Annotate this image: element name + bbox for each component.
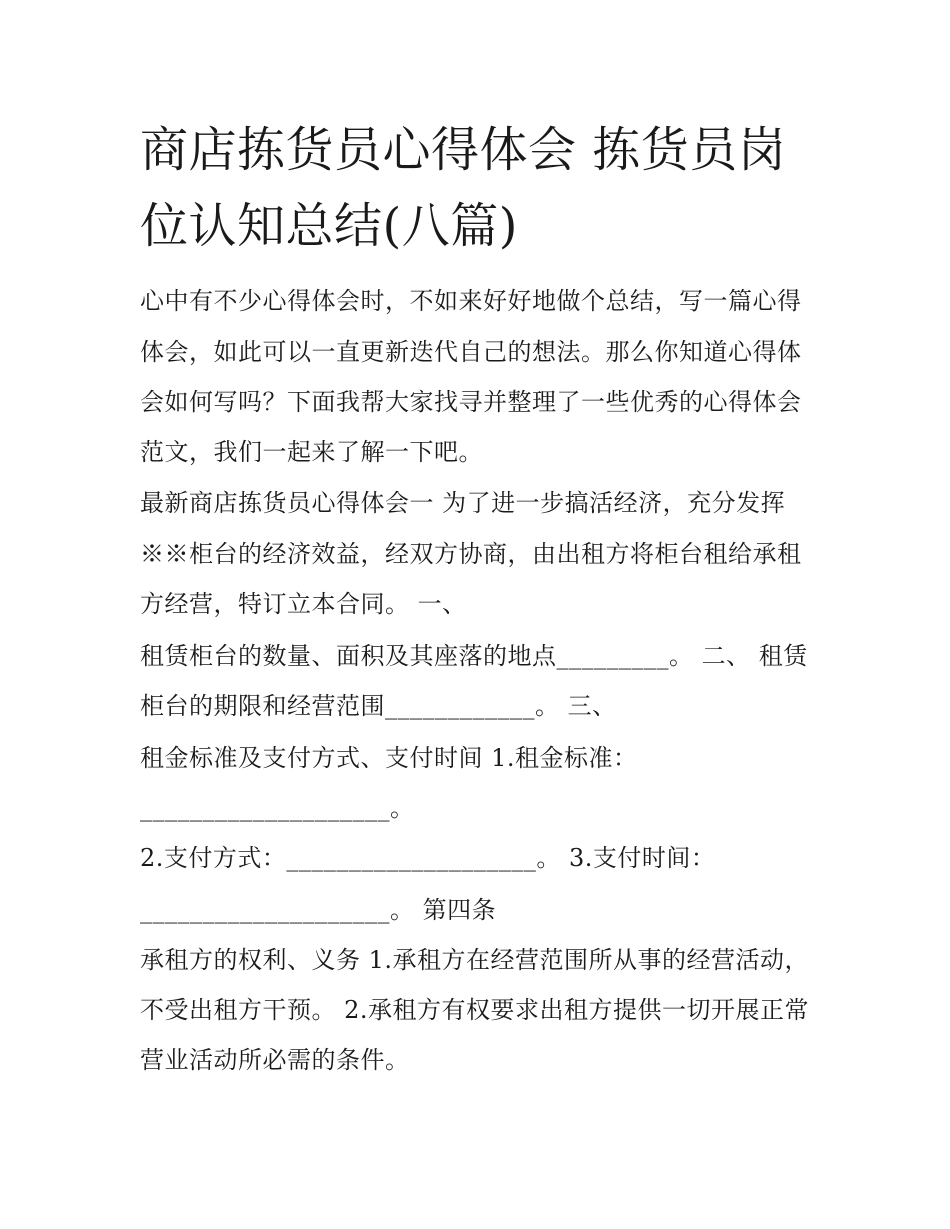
body-line: 方经营，特订立本合同。 一、 <box>140 590 467 618</box>
body-line: 范文，我们一起来了解一下吧。 <box>140 438 483 466</box>
body-line: 租赁柜台的数量、面积及其座落的地点_________。 二、 租赁 <box>140 642 808 670</box>
body-line: 营业活动所必需的条件。 <box>140 1046 410 1074</box>
body-line: ____________________。 第四条 <box>140 896 497 924</box>
body-line: 体会，如此可以一直更新迭代自己的想法。那么你知道心得体 <box>140 338 802 366</box>
body-line: 2.支付方式：____________________。 3.支付时间： <box>140 844 716 872</box>
body-line: 不受出租方干预。 2.承租方有权要求出租方提供一切开展正常 <box>140 996 810 1024</box>
body-line: 柜台的期限和经营范围____________。 三、 <box>140 692 617 720</box>
body-line: 租金标准及支付方式、支付时间 1.租金标准： <box>140 744 638 772</box>
body-line: ※※柜台的经济效益，经双方协商，由出租方将柜台租给承租 <box>140 540 802 568</box>
body-line: 心中有不少心得体会时，不如来好好地做个总结，写一篇心得 <box>140 287 802 315</box>
body-line: 最新商店拣货员心得体会一 为了进一步搞活经济，充分发挥 <box>140 489 786 517</box>
body-line: 会如何写吗？下面我帮大家找寻并整理了一些优秀的心得体会 <box>140 388 802 416</box>
document-title: 商店拣货员心得体会 拣货员岗位认知总结(八篇) <box>140 122 787 254</box>
body-line: 承租方的权利、义务 1.承租方在经营范围所从事的经营活动， <box>140 946 810 974</box>
body-line: ____________________。 <box>140 794 415 822</box>
